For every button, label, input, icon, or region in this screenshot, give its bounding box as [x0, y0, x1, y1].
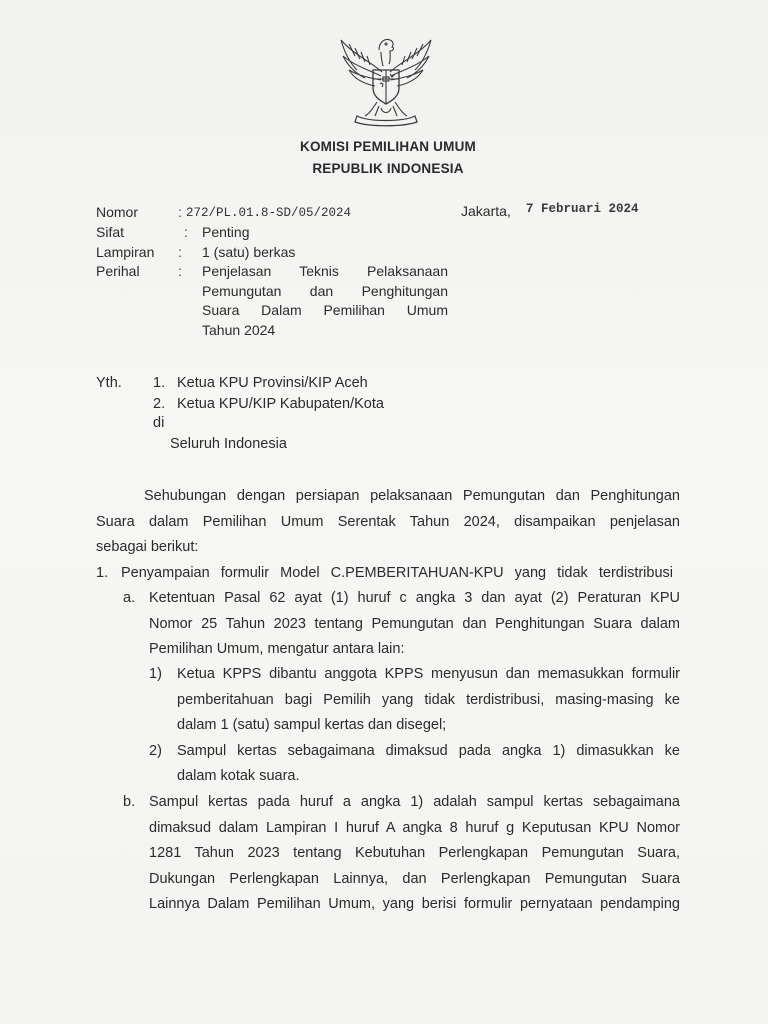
- perihal-colon: :: [178, 263, 182, 279]
- sifat-label: Sifat: [96, 224, 125, 240]
- lampiran-value: 1 (satu) berkas: [202, 244, 296, 260]
- garuda-emblem-icon: [335, 32, 437, 128]
- perihal-label: Perihal: [96, 263, 140, 279]
- item-b-line: 1281 Tahun 2023 tentang Kebutuhan Perlengkapan Pemungutan Suara,: [149, 845, 680, 861]
- perihal-line: Tahun 2024: [202, 321, 276, 338]
- perihal-line: Pemungutan dan Penghitungan: [202, 282, 448, 299]
- recipient-2-number: 2.: [153, 396, 166, 412]
- perihal-line: Suara Dalam Pemilihan Umum: [202, 302, 448, 318]
- recipient-2: Ketua KPU/KIP Kabupaten/Kota: [177, 396, 384, 412]
- item-b-marker: b.: [123, 794, 136, 810]
- recipient-1: Ketua KPU Provinsi/KIP Aceh: [177, 375, 368, 391]
- nomor-value: 272/PL.01.8-SD/05/2024: [186, 206, 352, 220]
- agency-name-line1: KOMISI PEMILIHAN UMUM: [300, 139, 476, 154]
- item-a-line: Nomor 25 Tahun 2023 tentang Pemungutan dan Penghitungan Suara dalam: [149, 616, 680, 632]
- item-b-line: Dukungan Perlengkapan Lainnya, dan Perlengkapan Pemungutan Suara: [149, 871, 680, 887]
- item-b-line: dimaksud dalam Lampiran I huruf A angka 8 huruf g Keputusan KPU Nomor: [149, 820, 680, 836]
- letter-place: Jakarta,: [461, 203, 511, 219]
- item-a-line: Ketentuan Pasal 62 ayat (1) huruf c angka 3 dan ayat (2) Peraturan KPU: [149, 590, 680, 606]
- nomor-label: Nomor: [96, 204, 139, 220]
- item-b-line: Lainnya Dalam Pemilihan Umum, yang berisi formulir pernyataan pendamping: [149, 896, 680, 912]
- letter-date: 7 Februari 2024: [526, 202, 639, 216]
- intro-line: Suara dalam Pemilihan Umum Serentak Tahun 2024, disampaikan penjelasan: [96, 514, 680, 530]
- recipient-location: Seluruh Indonesia: [170, 436, 287, 452]
- intro-line: sebagai berikut:: [96, 539, 199, 555]
- nomor-colon: :: [178, 204, 182, 220]
- recipient-di: di: [153, 415, 165, 431]
- item-a1-line: Ketua KPPS dibantu anggota KPPS menyusun dan memasukkan formulir: [177, 666, 680, 682]
- point-1-number: 1.: [96, 565, 109, 581]
- item-a2-line: Sampul kertas sebagaimana dimaksud pada angka 1) dimasukkan ke: [177, 743, 680, 759]
- lampiran-colon: :: [178, 244, 182, 260]
- point-1-heading: Penyampaian formulir Model C.PEMBERITAHUAN-KPU yang tidak terdistribusi: [121, 565, 673, 581]
- lampiran-label: Lampiran: [96, 244, 155, 260]
- recipient-1-number: 1.: [153, 375, 166, 391]
- item-a2-marker: 2): [149, 743, 162, 759]
- item-a1-marker: 1): [149, 666, 162, 682]
- item-a-marker: a.: [123, 590, 136, 606]
- item-a-line: Pemilihan Umum, mengatur antara lain:: [149, 641, 405, 657]
- intro-line: Sehubungan dengan persiapan pelaksanaan Pemungutan dan Penghitungan: [144, 488, 680, 504]
- item-a2-line: dalam kotak suara.: [177, 768, 300, 784]
- sifat-value: Penting: [202, 224, 250, 240]
- item-b-line: Sampul kertas pada huruf a angka 1) adalah sampul kertas sebagaimana: [149, 794, 680, 810]
- item-a1-line: dalam 1 (satu) sampul kertas dan disegel;: [177, 717, 447, 733]
- perihal-line: Penjelasan Teknis Pelaksanaan: [202, 263, 448, 279]
- item-a1-line: pemberitahuan bagi Pemilih yang tidak terdistribusi, masing-masing ke: [177, 692, 680, 708]
- sifat-colon: :: [184, 224, 188, 240]
- perihal-subject: [202, 262, 448, 340]
- agency-name-line2: REPUBLIK INDONESIA: [312, 161, 464, 176]
- yth-label: Yth.: [96, 375, 122, 391]
